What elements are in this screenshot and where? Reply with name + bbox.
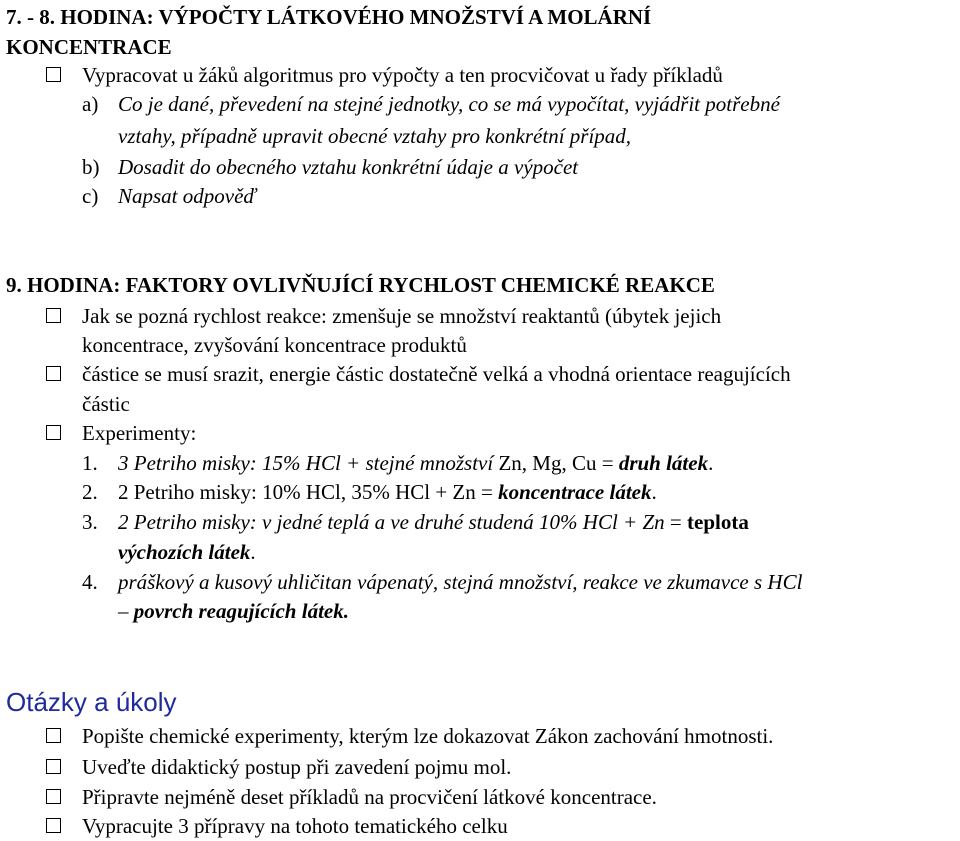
s2-bullet1-line2: koncentrace, zvyšování koncentrace produktů <box>82 333 467 357</box>
exp1-text: 3 Petriho misky: 15% HCl + stejné množství Zn, Mg, Cu = druh látek. <box>118 451 714 475</box>
task-2: Uveďte didaktický postup při zavedení pojmu mol. <box>82 755 512 779</box>
item-a-line1: Co je dané, převedení na stejné jednotky, co se má vypočítat, vyjádřit potřebné <box>118 92 780 116</box>
exp3-text-line2: výchozích látek. <box>118 540 256 564</box>
checkbox-icon <box>46 818 61 837</box>
item-b-marker: b) <box>82 155 100 179</box>
exp4-text: práškový a kusový uhličitan vápenatý, stejná množství, reakce ve zkumavce s HCl <box>118 570 803 594</box>
section1-title-line2: KONCENTRACE <box>6 35 172 59</box>
checkbox-icon <box>46 789 61 808</box>
exp4-marker: 4. <box>82 570 98 594</box>
checkbox-icon <box>46 67 61 86</box>
task-1: Popište chemické experimenty, kterým lze dokazovat Zákon zachování hmotnosti. <box>82 724 774 748</box>
s2-bullet2-line2: částic <box>82 392 130 416</box>
item-b-text: Dosadit do obecného vztahu konkrétní údaje a výpočet <box>118 155 579 179</box>
section1-bullet: Vypracovat u žáků algoritmus pro výpočty a ten procvičovat u řady příkladů <box>82 63 723 87</box>
item-c-text: Napsat odpověď <box>118 184 257 208</box>
task-4: Vypracujte 3 přípravy na tohoto tematického celku <box>82 814 508 838</box>
item-a-line2: vztahy, případně upravit obecné vztahy pro konkrétní případ, <box>118 124 632 148</box>
checkbox-icon <box>46 366 61 385</box>
exp3-text: 2 Petriho misky: v jedné teplá a ve druhé studená 10% HCl + Zn = teplota <box>118 510 749 534</box>
exp3-marker: 3. <box>82 510 98 534</box>
exp4-text-line2: – povrch reagujících látek. <box>118 599 349 623</box>
task-3: Připravte nejméně deset příkladů na procvičení látkové koncentrace. <box>82 785 657 809</box>
checkbox-icon <box>46 308 61 327</box>
section3-title: Otázky a úkoly <box>6 687 177 717</box>
item-c-marker: c) <box>82 184 99 208</box>
s2-bullet2-line1: částice se musí srazit, energie částic dostatečně velká a vhodná orientace reagujících <box>82 362 791 386</box>
exp1-marker: 1. <box>82 451 98 475</box>
checkbox-icon <box>46 759 61 778</box>
item-a-marker: a) <box>82 92 99 116</box>
s2-bullet1-line1: Jak se pozná rychlost reakce: zmenšuje se množství reaktantů (úbytek jejich <box>82 304 722 328</box>
exp2-marker: 2. <box>82 480 98 504</box>
checkbox-icon <box>46 425 61 444</box>
checkbox-icon <box>46 728 61 747</box>
section1-title-line1: 7. - 8. HODINA: VÝPOČTY LÁTKOVÉHO MNOŽSTVÍ A MOLÁRNÍ <box>6 5 652 29</box>
s2-bullet3: Experimenty: <box>82 421 197 445</box>
section2-title: 9. HODINA: FAKTORY OVLIVŇUJÍCÍ RYCHLOST CHEMICKÉ REAKCE <box>6 273 715 297</box>
exp2-text: 2 Petriho misky: 10% HCl, 35% HCl + Zn = koncentrace látek. <box>118 480 657 504</box>
